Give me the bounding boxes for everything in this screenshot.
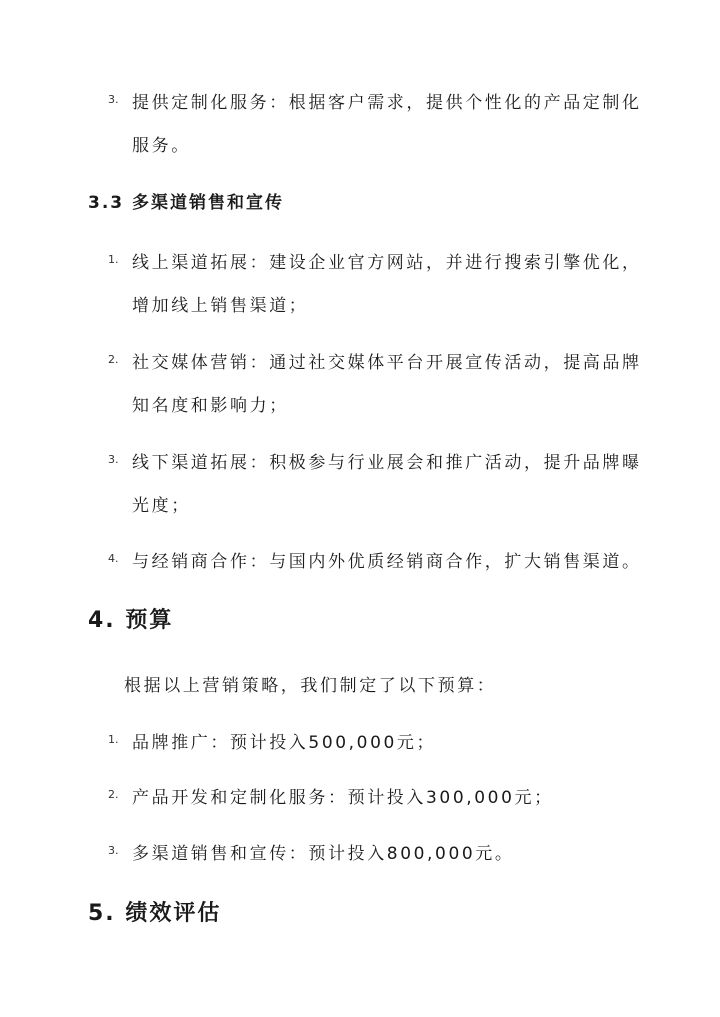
list-item-number: 2.	[108, 788, 119, 801]
list-item-text: 线下渠道拓展：积极参与行业展会和推广活动，提升品牌曝	[132, 453, 642, 473]
list-item-text-continued: 增加线上销售渠道；	[132, 296, 309, 316]
section-heading: 3.3 多渠道销售和宣传	[88, 193, 285, 213]
list-item-number: 3.	[108, 93, 119, 106]
list-item-number: 3.	[108, 844, 119, 857]
section-heading: 4. 预算	[88, 608, 174, 633]
list-item-text: 多渠道销售和宣传：预计投入800,000元。	[132, 844, 515, 864]
list-item-number: 2.	[108, 353, 119, 366]
list-item-text: 品牌推广：预计投入500,000元；	[132, 733, 437, 753]
list-item-text: 线上渠道拓展：建设企业官方网站，并进行搜索引擎优化，	[132, 253, 642, 273]
list-item-number: 3.	[108, 453, 119, 466]
section-heading: 5. 绩效评估	[88, 901, 222, 926]
list-item-number: 1.	[108, 253, 119, 266]
list-item-text-continued: 服务。	[132, 136, 191, 156]
list-item-text: 社交媒体营销：通过社交媒体平台开展宣传活动，提高品牌	[132, 353, 642, 373]
list-item-text: 提供定制化服务：根据客户需求，提供个性化的产品定制化	[132, 93, 642, 113]
list-item-number: 1.	[108, 733, 119, 746]
list-item-text-continued: 光度；	[132, 496, 191, 516]
paragraph: 根据以上营销策略，我们制定了以下预算：	[124, 676, 497, 696]
list-item-text-continued: 知名度和影响力；	[132, 396, 289, 416]
list-item-text: 产品开发和定制化服务：预计投入300,000元；	[132, 788, 554, 808]
list-item-number: 4.	[108, 552, 119, 565]
list-item-text: 与经销商合作：与国内外优质经销商合作，扩大销售渠道。	[132, 552, 642, 572]
